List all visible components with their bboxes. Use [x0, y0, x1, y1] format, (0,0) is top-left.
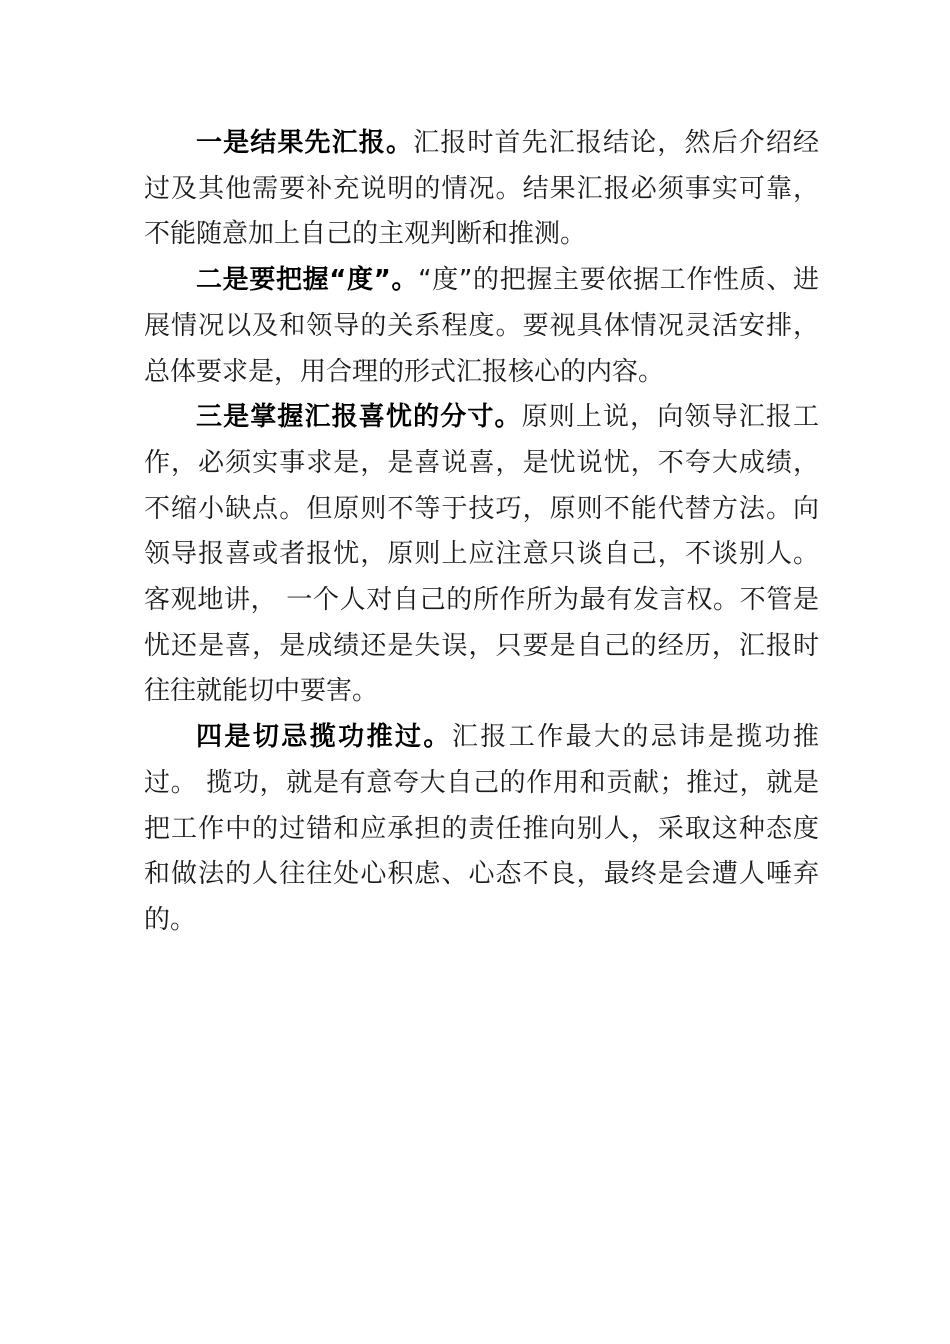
paragraph-grasp-degree: [144, 258, 819, 395]
paragraph-lead: 三是掌握汇报喜忧的分寸。: [196, 402, 522, 433]
paragraph-text: 汇报时首先汇报结论，然后介绍经过及其他需要补充说明的情况。结果汇报必须事实可靠，不能随意加上自己的主观判断和推测。: [144, 128, 819, 250]
paragraph-text: “度”的把握主要依据工作性质、进展情况以及和领导的关系程度。要视具体情况灵活安排，总体要求是，用合理的形式汇报核心的内容。: [144, 265, 819, 387]
paragraph-lead: 二是要把握“度”。: [196, 265, 419, 296]
paragraph-report-result-first: [144, 121, 819, 258]
paragraph-avoid-credit-blame: [144, 715, 819, 944]
paragraph-text: 汇报工作最大的忌讳是揽功推过。 揽功，就是有意夸大自己的作用和贡献；推过，就是把工作中的过错和应承担的责任推向别人，采取这种态度和做法的人往往处心积虑、心态不良，最终是会遭人唾弃的。: [144, 722, 819, 935]
paragraph-text: 原则上说，向领导汇报工作，必须实事求是，是喜说喜，是忧说忧，不夸大成绩，不缩小缺点。但原则不等于技巧，原则不能代替方法。向领导报喜或者报忧，原则上应注意只谈自己，不谈别人。客观地讲， 一个人对自己的所作所为最有发言权。不管是忧还是喜，是成绩还是失误，只要是自己的经历，汇报时往往就能切中要害。: [144, 402, 819, 707]
document-body: [144, 121, 819, 944]
paragraph-lead: 四是切忌揽功推过。: [196, 722, 452, 753]
paragraph-good-bad-news: [144, 395, 819, 715]
paragraph-lead: 一是结果先汇报。: [196, 128, 414, 158]
